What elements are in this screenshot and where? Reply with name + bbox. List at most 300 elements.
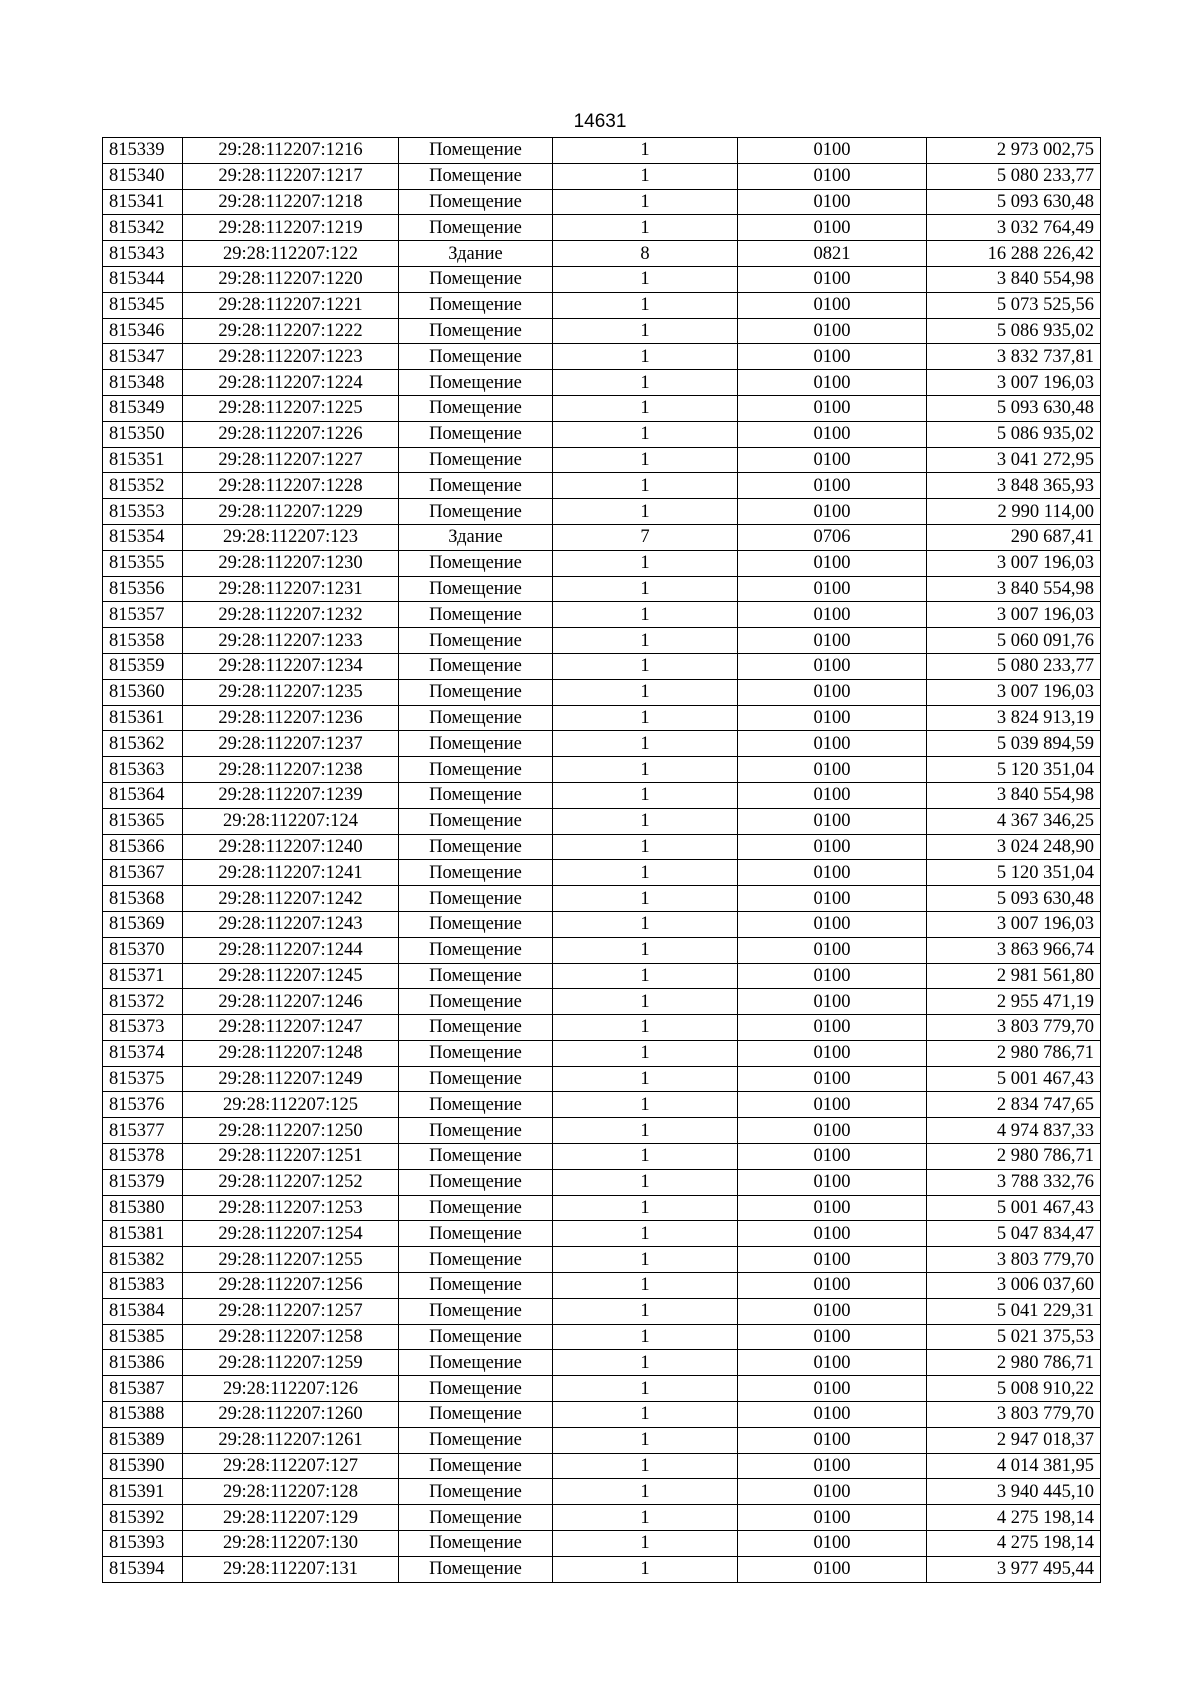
cadastral-value-cell: 5 047 834,47	[927, 1221, 1101, 1247]
cadastral-value-cell: 3 041 272,95	[927, 447, 1101, 473]
cadastral-value-cell: 3 007 196,03	[927, 679, 1101, 705]
record-id-cell: 815342	[103, 215, 183, 241]
cadastral-value-cell: 3 788 332,76	[927, 1169, 1101, 1195]
object-type-cell: Помещение	[399, 653, 553, 679]
cadastral-value-cell: 5 039 894,59	[927, 731, 1101, 757]
record-id-cell: 815355	[103, 550, 183, 576]
cadastral-number-cell: 29:28:112207:1222	[183, 318, 399, 344]
cadastral-number-cell: 29:28:112207:1245	[183, 963, 399, 989]
table-row	[103, 163, 1101, 189]
code-cell: 0100	[738, 1040, 927, 1066]
cadastral-value-cell: 5 093 630,48	[927, 886, 1101, 912]
object-type-cell: Помещение	[399, 1092, 553, 1118]
cadastral-number-cell: 29:28:112207:1226	[183, 421, 399, 447]
quantity-cell: 1	[553, 628, 738, 654]
cadastral-number-cell: 29:28:112207:123	[183, 524, 399, 550]
code-cell: 0100	[738, 1298, 927, 1324]
table-row	[103, 808, 1101, 834]
quantity-cell: 1	[553, 1118, 738, 1144]
cadastral-number-cell: 29:28:112207:129	[183, 1505, 399, 1531]
cadastral-value-cell: 3 803 779,70	[927, 1402, 1101, 1428]
quantity-cell: 1	[553, 782, 738, 808]
code-cell: 0100	[738, 1015, 927, 1041]
cadastral-number-cell: 29:28:112207:1223	[183, 344, 399, 370]
cadastral-number-cell: 29:28:112207:1234	[183, 653, 399, 679]
cadastral-number-cell: 29:28:112207:1218	[183, 189, 399, 215]
record-id-cell: 815362	[103, 731, 183, 757]
code-cell: 0100	[738, 886, 927, 912]
record-id-cell: 815343	[103, 241, 183, 267]
cadastral-value-cell: 5 120 351,04	[927, 860, 1101, 886]
code-cell: 0100	[738, 1505, 927, 1531]
record-id-cell: 815392	[103, 1505, 183, 1531]
code-cell: 0100	[738, 163, 927, 189]
code-cell: 0100	[738, 1221, 927, 1247]
record-id-cell: 815368	[103, 886, 183, 912]
table-row	[103, 1066, 1101, 1092]
table-row	[103, 989, 1101, 1015]
table-row	[103, 1324, 1101, 1350]
cadastral-value-cell: 3 863 966,74	[927, 937, 1101, 963]
quantity-cell: 1	[553, 757, 738, 783]
cadastral-number-cell: 29:28:112207:122	[183, 241, 399, 267]
cadastral-value-cell: 2 947 018,37	[927, 1427, 1101, 1453]
quantity-cell: 1	[553, 550, 738, 576]
cadastral-value-cell: 3 007 196,03	[927, 911, 1101, 937]
quantity-cell: 1	[553, 1273, 738, 1299]
object-type-cell: Помещение	[399, 189, 553, 215]
code-cell: 0100	[738, 370, 927, 396]
quantity-cell: 1	[553, 963, 738, 989]
code-cell: 0706	[738, 524, 927, 550]
table-row	[103, 1376, 1101, 1402]
record-id-cell: 815379	[103, 1169, 183, 1195]
table-row	[103, 1350, 1101, 1376]
record-id-cell: 815359	[103, 653, 183, 679]
cadastral-number-cell: 29:28:112207:125	[183, 1092, 399, 1118]
record-id-cell: 815380	[103, 1195, 183, 1221]
object-type-cell: Помещение	[399, 395, 553, 421]
quantity-cell: 1	[553, 576, 738, 602]
code-cell: 0100	[738, 1479, 927, 1505]
object-type-cell: Помещение	[399, 1066, 553, 1092]
quantity-cell: 1	[553, 1350, 738, 1376]
table-row	[103, 550, 1101, 576]
cadastral-value-cell: 2 980 786,71	[927, 1040, 1101, 1066]
table-row	[103, 860, 1101, 886]
object-type-cell: Помещение	[399, 1479, 553, 1505]
quantity-cell: 1	[553, 911, 738, 937]
quantity-cell: 1	[553, 189, 738, 215]
object-type-cell: Помещение	[399, 447, 553, 473]
object-type-cell: Помещение	[399, 421, 553, 447]
quantity-cell: 1	[553, 499, 738, 525]
cadastral-number-cell: 29:28:112207:1225	[183, 395, 399, 421]
record-id-cell: 815347	[103, 344, 183, 370]
object-type-cell: Помещение	[399, 1402, 553, 1428]
code-cell: 0821	[738, 241, 927, 267]
object-type-cell: Помещение	[399, 1221, 553, 1247]
quantity-cell: 1	[553, 1402, 738, 1428]
quantity-cell: 7	[553, 524, 738, 550]
table-row	[103, 473, 1101, 499]
cadastral-value-cell: 3 977 495,44	[927, 1556, 1101, 1582]
cadastral-number-cell: 29:28:112207:1242	[183, 886, 399, 912]
code-cell: 0100	[738, 731, 927, 757]
object-type-cell: Помещение	[399, 602, 553, 628]
quantity-cell: 1	[553, 1298, 738, 1324]
code-cell: 0100	[738, 705, 927, 731]
object-type-cell: Помещение	[399, 499, 553, 525]
object-type-cell: Здание	[399, 241, 553, 267]
cadastral-value-cell: 5 080 233,77	[927, 163, 1101, 189]
cadastral-value-cell: 3 840 554,98	[927, 782, 1101, 808]
record-id-cell: 815378	[103, 1144, 183, 1170]
table-row	[103, 421, 1101, 447]
cadastral-value-cell: 3 032 764,49	[927, 215, 1101, 241]
quantity-cell: 1	[553, 1015, 738, 1041]
code-cell: 0100	[738, 447, 927, 473]
cadastral-number-cell: 29:28:112207:1253	[183, 1195, 399, 1221]
record-id-cell: 815346	[103, 318, 183, 344]
table-row	[103, 1531, 1101, 1557]
code-cell: 0100	[738, 421, 927, 447]
code-cell: 0100	[738, 1066, 927, 1092]
code-cell: 0100	[738, 292, 927, 318]
quantity-cell: 1	[553, 679, 738, 705]
quantity-cell: 1	[553, 886, 738, 912]
cadastral-value-cell: 290 687,41	[927, 524, 1101, 550]
quantity-cell: 1	[553, 1040, 738, 1066]
quantity-cell: 1	[553, 602, 738, 628]
record-id-cell: 815391	[103, 1479, 183, 1505]
cadastral-number-cell: 29:28:112207:1227	[183, 447, 399, 473]
record-id-cell: 815365	[103, 808, 183, 834]
cadastral-value-cell: 5 080 233,77	[927, 653, 1101, 679]
cadastral-number-cell: 29:28:112207:128	[183, 1479, 399, 1505]
table-row	[103, 757, 1101, 783]
record-id-cell: 815348	[103, 370, 183, 396]
record-id-cell: 815350	[103, 421, 183, 447]
quantity-cell: 1	[553, 834, 738, 860]
cadastral-value-cell: 3 007 196,03	[927, 550, 1101, 576]
record-id-cell: 815372	[103, 989, 183, 1015]
table-row	[103, 1195, 1101, 1221]
record-id-cell: 815340	[103, 163, 183, 189]
record-id-cell: 815385	[103, 1324, 183, 1350]
quantity-cell: 8	[553, 241, 738, 267]
quantity-cell: 1	[553, 344, 738, 370]
quantity-cell: 1	[553, 395, 738, 421]
cadastral-number-cell: 29:28:112207:130	[183, 1531, 399, 1557]
object-type-cell: Помещение	[399, 911, 553, 937]
code-cell: 0100	[738, 550, 927, 576]
cadastral-value-cell: 3 024 248,90	[927, 834, 1101, 860]
quantity-cell: 1	[553, 1324, 738, 1350]
cadastral-value-cell: 4 974 837,33	[927, 1118, 1101, 1144]
code-cell: 0100	[738, 963, 927, 989]
table-row	[103, 138, 1101, 164]
code-cell: 0100	[738, 808, 927, 834]
cadastral-number-cell: 29:28:112207:1217	[183, 163, 399, 189]
table-row	[103, 834, 1101, 860]
cadastral-number-cell: 29:28:112207:126	[183, 1376, 399, 1402]
object-type-cell: Помещение	[399, 782, 553, 808]
cadastral-number-cell: 29:28:112207:1260	[183, 1402, 399, 1428]
cadastral-value-cell: 2 834 747,65	[927, 1092, 1101, 1118]
table-row	[103, 628, 1101, 654]
record-id-cell: 815367	[103, 860, 183, 886]
cadastral-number-cell: 29:28:112207:1221	[183, 292, 399, 318]
quantity-cell: 1	[553, 138, 738, 164]
record-id-cell: 815375	[103, 1066, 183, 1092]
cadastral-number-cell: 29:28:112207:1229	[183, 499, 399, 525]
object-type-cell: Помещение	[399, 989, 553, 1015]
quantity-cell: 1	[553, 731, 738, 757]
record-id-cell: 815349	[103, 395, 183, 421]
table-row	[103, 1169, 1101, 1195]
quantity-cell: 1	[553, 163, 738, 189]
cadastral-number-cell: 29:28:112207:1232	[183, 602, 399, 628]
record-id-cell: 815373	[103, 1015, 183, 1041]
table-row	[103, 215, 1101, 241]
object-type-cell: Помещение	[399, 1273, 553, 1299]
cadastral-value-cell: 4 275 198,14	[927, 1531, 1101, 1557]
code-cell: 0100	[738, 576, 927, 602]
object-type-cell: Помещение	[399, 808, 553, 834]
cadastral-value-cell: 16 288 226,42	[927, 241, 1101, 267]
cadastral-number-cell: 29:28:112207:1250	[183, 1118, 399, 1144]
cadastral-number-cell: 29:28:112207:1244	[183, 937, 399, 963]
cadastral-value-cell: 3 848 365,93	[927, 473, 1101, 499]
object-type-cell: Помещение	[399, 1350, 553, 1376]
cadastral-value-cell: 3 006 037,60	[927, 1273, 1101, 1299]
cadastral-number-cell: 29:28:112207:1224	[183, 370, 399, 396]
quantity-cell: 1	[553, 808, 738, 834]
cadastral-number-cell: 29:28:112207:1256	[183, 1273, 399, 1299]
object-type-cell: Помещение	[399, 1427, 553, 1453]
code-cell: 0100	[738, 1195, 927, 1221]
code-cell: 0100	[738, 1453, 927, 1479]
cadastral-number-cell: 29:28:112207:1258	[183, 1324, 399, 1350]
cadastral-number-cell: 29:28:112207:1220	[183, 266, 399, 292]
cadastral-number-cell: 29:28:112207:1249	[183, 1066, 399, 1092]
object-type-cell: Помещение	[399, 860, 553, 886]
quantity-cell: 1	[553, 1376, 738, 1402]
code-cell: 0100	[738, 138, 927, 164]
table-row	[103, 886, 1101, 912]
cadastral-number-cell: 29:28:112207:131	[183, 1556, 399, 1582]
cadastral-number-cell: 29:28:112207:1240	[183, 834, 399, 860]
cadastral-value-cell: 5 001 467,43	[927, 1195, 1101, 1221]
code-cell: 0100	[738, 1247, 927, 1273]
quantity-cell: 1	[553, 370, 738, 396]
code-cell: 0100	[738, 189, 927, 215]
table-row	[103, 782, 1101, 808]
cadastral-number-cell: 29:28:112207:1237	[183, 731, 399, 757]
object-type-cell: Помещение	[399, 1556, 553, 1582]
table-row	[103, 241, 1101, 267]
quantity-cell: 1	[553, 1169, 738, 1195]
code-cell: 0100	[738, 1273, 927, 1299]
quantity-cell: 1	[553, 1531, 738, 1557]
code-cell: 0100	[738, 473, 927, 499]
object-type-cell: Помещение	[399, 1453, 553, 1479]
object-type-cell: Помещение	[399, 963, 553, 989]
cadastral-value-cell: 5 021 375,53	[927, 1324, 1101, 1350]
table-row	[103, 1092, 1101, 1118]
cadastral-number-cell: 29:28:112207:1241	[183, 860, 399, 886]
quantity-cell: 1	[553, 1556, 738, 1582]
record-id-cell: 815386	[103, 1350, 183, 1376]
object-type-cell: Помещение	[399, 576, 553, 602]
cadastral-value-cell: 5 008 910,22	[927, 1376, 1101, 1402]
object-type-cell: Помещение	[399, 1298, 553, 1324]
record-id-cell: 815382	[103, 1247, 183, 1273]
object-type-cell: Здание	[399, 524, 553, 550]
quantity-cell: 1	[553, 937, 738, 963]
object-type-cell: Помещение	[399, 1376, 553, 1402]
table-row	[103, 1402, 1101, 1428]
quantity-cell: 1	[553, 653, 738, 679]
quantity-cell: 1	[553, 421, 738, 447]
quantity-cell: 1	[553, 1195, 738, 1221]
object-type-cell: Помещение	[399, 1324, 553, 1350]
cadastral-value-cell: 3 840 554,98	[927, 266, 1101, 292]
object-type-cell: Помещение	[399, 937, 553, 963]
cadastral-value-cell: 2 955 471,19	[927, 989, 1101, 1015]
record-id-cell: 815366	[103, 834, 183, 860]
record-id-cell: 815383	[103, 1273, 183, 1299]
cadastral-value-cell: 2 980 786,71	[927, 1144, 1101, 1170]
object-type-cell: Помещение	[399, 266, 553, 292]
cadastral-value-cell: 4 367 346,25	[927, 808, 1101, 834]
object-type-cell: Помещение	[399, 1169, 553, 1195]
code-cell: 0100	[738, 318, 927, 344]
record-id-cell: 815353	[103, 499, 183, 525]
quantity-cell: 1	[553, 1427, 738, 1453]
code-cell: 0100	[738, 215, 927, 241]
cadastral-value-cell: 4 014 381,95	[927, 1453, 1101, 1479]
code-cell: 0100	[738, 602, 927, 628]
code-cell: 0100	[738, 989, 927, 1015]
cadastral-number-cell: 29:28:112207:1251	[183, 1144, 399, 1170]
table-row	[103, 1040, 1101, 1066]
record-id-cell: 815369	[103, 911, 183, 937]
object-type-cell: Помещение	[399, 1118, 553, 1144]
record-id-cell: 815357	[103, 602, 183, 628]
table-row	[103, 679, 1101, 705]
cadastral-number-cell: 29:28:112207:1230	[183, 550, 399, 576]
quantity-cell: 1	[553, 860, 738, 886]
table-row	[103, 653, 1101, 679]
cadastral-value-cell: 5 093 630,48	[927, 395, 1101, 421]
record-id-cell: 815387	[103, 1376, 183, 1402]
cadastral-value-cell: 3 824 913,19	[927, 705, 1101, 731]
object-type-cell: Помещение	[399, 1040, 553, 1066]
object-type-cell: Помещение	[399, 318, 553, 344]
quantity-cell: 1	[553, 215, 738, 241]
record-id-cell: 815363	[103, 757, 183, 783]
record-id-cell: 815364	[103, 782, 183, 808]
code-cell: 0100	[738, 1324, 927, 1350]
object-type-cell: Помещение	[399, 705, 553, 731]
table-row	[103, 937, 1101, 963]
quantity-cell: 1	[553, 473, 738, 499]
record-id-cell: 815360	[103, 679, 183, 705]
registry-table	[102, 137, 1101, 1583]
cadastral-number-cell: 29:28:112207:1219	[183, 215, 399, 241]
table-row	[103, 1118, 1101, 1144]
record-id-cell: 815352	[103, 473, 183, 499]
table-row	[103, 395, 1101, 421]
record-id-cell: 815345	[103, 292, 183, 318]
cadastral-number-cell: 29:28:112207:124	[183, 808, 399, 834]
object-type-cell: Помещение	[399, 731, 553, 757]
record-id-cell: 815394	[103, 1556, 183, 1582]
object-type-cell: Помещение	[399, 1531, 553, 1557]
table-row	[103, 447, 1101, 473]
cadastral-number-cell: 29:28:112207:1261	[183, 1427, 399, 1453]
code-cell: 0100	[738, 834, 927, 860]
table-row	[103, 1427, 1101, 1453]
record-id-cell: 815388	[103, 1402, 183, 1428]
record-id-cell: 815361	[103, 705, 183, 731]
code-cell: 0100	[738, 344, 927, 370]
table-row	[103, 1247, 1101, 1273]
code-cell: 0100	[738, 1556, 927, 1582]
table-row	[103, 576, 1101, 602]
code-cell: 0100	[738, 1531, 927, 1557]
quantity-cell: 1	[553, 705, 738, 731]
cadastral-value-cell: 5 041 229,31	[927, 1298, 1101, 1324]
table-row	[103, 266, 1101, 292]
cadastral-value-cell: 5 093 630,48	[927, 189, 1101, 215]
cadastral-value-cell: 3 832 737,81	[927, 344, 1101, 370]
quantity-cell: 1	[553, 1221, 738, 1247]
cadastral-number-cell: 29:28:112207:127	[183, 1453, 399, 1479]
cadastral-value-cell: 5 086 935,02	[927, 318, 1101, 344]
cadastral-number-cell: 29:28:112207:1255	[183, 1247, 399, 1273]
object-type-cell: Помещение	[399, 370, 553, 396]
object-type-cell: Помещение	[399, 138, 553, 164]
record-id-cell: 815341	[103, 189, 183, 215]
table-row	[103, 344, 1101, 370]
code-cell: 0100	[738, 1092, 927, 1118]
cadastral-number-cell: 29:28:112207:1243	[183, 911, 399, 937]
table-row	[103, 1505, 1101, 1531]
table-row	[103, 370, 1101, 396]
object-type-cell: Помещение	[399, 757, 553, 783]
cadastral-number-cell: 29:28:112207:1259	[183, 1350, 399, 1376]
table-row	[103, 318, 1101, 344]
table-row	[103, 524, 1101, 550]
code-cell: 0100	[738, 395, 927, 421]
record-id-cell: 815381	[103, 1221, 183, 1247]
quantity-cell: 1	[553, 1453, 738, 1479]
cadastral-value-cell: 3 803 779,70	[927, 1247, 1101, 1273]
cadastral-number-cell: 29:28:112207:1233	[183, 628, 399, 654]
object-type-cell: Помещение	[399, 1247, 553, 1273]
cadastral-value-cell: 2 981 561,80	[927, 963, 1101, 989]
object-type-cell: Помещение	[399, 292, 553, 318]
object-type-cell: Помещение	[399, 344, 553, 370]
cadastral-number-cell: 29:28:112207:1254	[183, 1221, 399, 1247]
object-type-cell: Помещение	[399, 679, 553, 705]
table-row	[103, 705, 1101, 731]
object-type-cell: Помещение	[399, 1015, 553, 1041]
cadastral-value-cell: 5 073 525,56	[927, 292, 1101, 318]
